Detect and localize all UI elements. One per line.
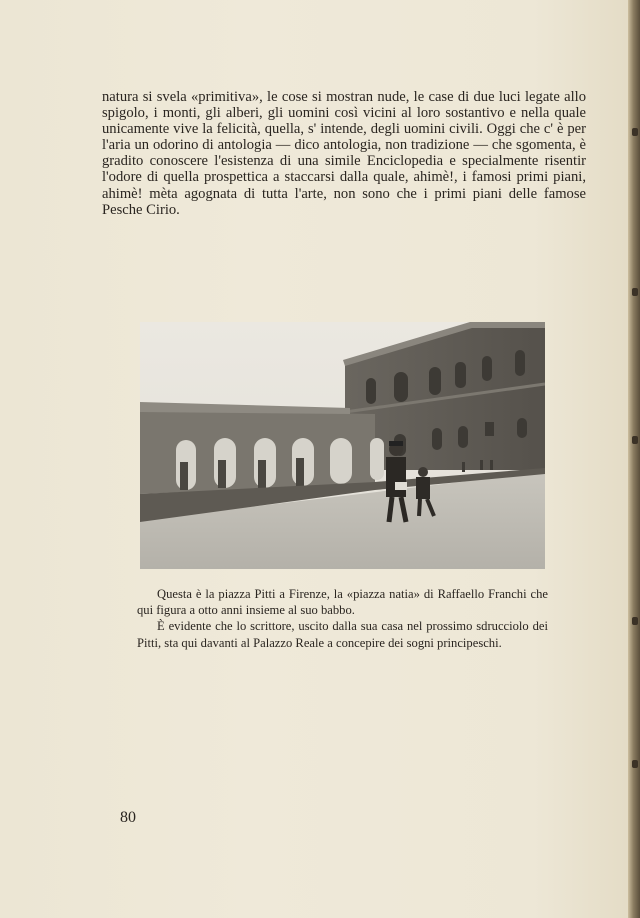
caption-paragraph-1: Questa è la piazza Pitti a Firenze, la «piazza natia» di Raffaello Franchi che qui figura a otto anni insieme al suo babbo. [137, 587, 548, 618]
book-spine-edge [628, 0, 640, 918]
binding-stitch [632, 436, 638, 444]
photograph-palazzo-pitti [140, 322, 545, 569]
body-text [102, 89, 586, 218]
binding-stitch [632, 760, 638, 768]
body-paragraph: natura si svela «primitiva», le cose si mostran nude, le case di due luci legate allo spigolo, i monti, gli alberi, gli uomini così vicini al loro sostantivo e nella quale unicamente vive la felicità, quella, s' intende, degli uomini civili. Oggi che c' è per l'aria un odorino di antologia — dico antologia, non tradizione — che sgomenta, è gradito conoscere l'esistenza di una simile Enciclopedia e specialmente risentir l'odore di quella prospettica a staccarsi dalla quale, ahimè!, i famosi primi piani, ahimè! mèta agognata di tutta l'arte, non sono che i primi piani delle famose Pesche Cirio. [102, 89, 586, 218]
binding-stitch [632, 617, 638, 625]
page-number: 80 [120, 809, 136, 826]
photo-caption [137, 586, 548, 651]
caption-paragraph-2: È evidente che lo scrittore, uscito dalla sua casa nel prossimo sdrucciolo dei Pitti, sta qui davanti al Palazzo Reale a concepire dei sogni principeschi. [137, 619, 548, 650]
binding-stitch [632, 288, 638, 296]
binding-stitch [632, 128, 638, 136]
